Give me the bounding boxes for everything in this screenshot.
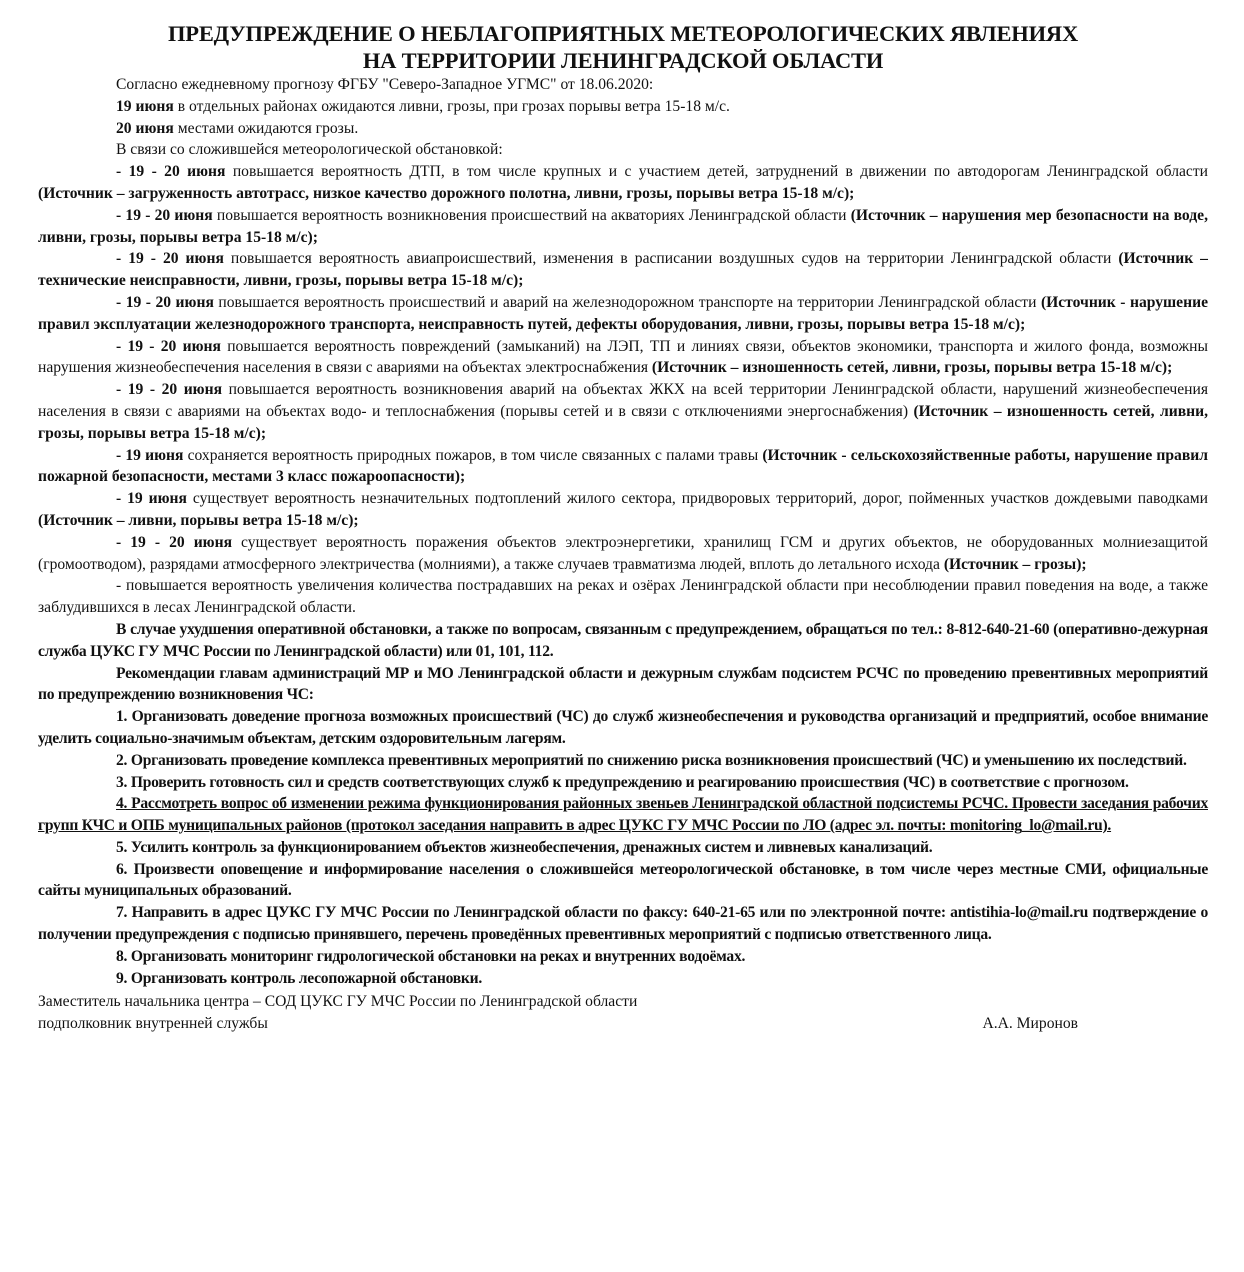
text-segment: 7. Направить в адрес ЦУКС ГУ МЧС России по Ленинградской области по факсу: 640-21-65 или по электронной почте: antistihia-lo@mail.ru подтверждение о получении предупреждения с подписью принявшего, перечень проведённых превентивных мероприятий с подписью ответственного лица. xyxy=(38,904,1208,944)
signatory-position: Заместитель начальника центра – СОД ЦУКС ГУ МЧС России по Ленинградской области xyxy=(38,993,638,1011)
bold-text: (Источник – технические неисправности, ливни, грозы, порывы ветра 15-18 м/с); xyxy=(38,250,1208,290)
paragraph xyxy=(38,488,1208,532)
paragraph xyxy=(38,619,1208,663)
bold-text: (Источник - сельскохозяйственные работы, нарушение правил пожарной безопасности, местами 3 класс пожароопасности); xyxy=(38,446,1209,486)
paragraph xyxy=(38,859,1208,903)
text-segment: 5. Усилить контроль за функционированием объектов жизнеобеспечения, дренажных систем и ливневых канализаций. xyxy=(116,838,933,856)
text-segment: в отдельных районах ожидаются ливни, грозы, при грозах порывы ветра 15-18 м/с. xyxy=(173,97,730,115)
paragraph xyxy=(38,445,1208,489)
bold-text: - 19 - 20 июня xyxy=(116,250,224,268)
text-segment: 6. Произвести оповещение и информирование населения о сложившейся метеорологической обстановке, в том числе через местные СМИ, официальные сайты муниципальных образований. xyxy=(38,860,1208,900)
bold-text: - 19 - 20 июня xyxy=(116,533,233,551)
bold-text: (Источник – изношенность сетей, ливни, грозы, порывы ветра 15-18 м/с); xyxy=(651,359,1173,377)
text-segment: местами ожидаются грозы. xyxy=(173,119,359,137)
paragraph xyxy=(38,292,1208,336)
paragraph xyxy=(38,837,1208,859)
bold-text: - 19 июня xyxy=(116,446,184,464)
text-segment: существует вероятность поражения объектов электроэнергетики, хранилищ ГСМ и других объектов, не оборудованных молниезащитой (громоотводом), разрядами атмосферного электричества (молниями), а также случаев травматизма людей, вплоть до летального исхода xyxy=(38,533,1208,573)
paragraph xyxy=(38,379,1208,444)
bold-text: (Источник – нарушения мер безопасности на воде, ливни, грозы, порывы ветра 15-18 м/с); xyxy=(38,206,1208,246)
text-segment: повышается вероятность ДТП, в том числе крупных и с участием детей, затруднений в движении по автодорогам Ленинградской области xyxy=(225,163,1208,181)
paragraph xyxy=(38,139,1208,161)
signatory-rank: подполковник внутренней службы xyxy=(38,1015,268,1033)
paragraph xyxy=(38,902,1208,946)
text-segment: В случае ухудшения оперативной обстановки, а также по вопросам, связанным с предупреждением, обращаться по тел.: 8-812-640-21-60 (оперативно-дежурная служба ЦУКС ГУ МЧС России по Ленинградской области) или 01, 101, 112. xyxy=(38,620,1208,660)
bold-text: (Источник – загруженность автотрасс, низкое качество дорожного полотна, ливни, грозы, порывы ветра 15-18 м/с); xyxy=(38,184,855,202)
text-segment: повышается вероятность авиапроисшествий, изменения в расписании воздушных судов на территории Ленинградской области xyxy=(223,250,1119,268)
text-segment: 4. Рассмотреть вопрос об изменении режима функционирования районных звеньев Ленинградской областной подсистемы РСЧС. Провести заседания рабочих групп КЧС и ОПБ муниципальных районов (протокол заседания направить в адрес ЦУКС ГУ МЧС России по ЛО (адрес эл. почты: monitoring_lo@mail.ru). xyxy=(38,795,1208,835)
paragraph xyxy=(38,74,1208,96)
paragraph xyxy=(38,575,1208,619)
title-line-1: ПРЕДУПРЕЖДЕНИЕ О НЕБЛАГОПРИЯТНЫХ МЕТЕОРОЛОГИЧЕСКИХ ЯВЛЕНИЯХ xyxy=(168,21,1078,46)
bold-text: (Источник – грозы); xyxy=(943,555,1087,573)
paragraph xyxy=(38,968,1208,990)
bold-text: - 19 - 20 июня xyxy=(116,293,214,311)
paragraph xyxy=(38,205,1208,249)
bold-text: (Источник - нарушение правил эксплуатации железнодорожного транспорта, неисправность путей, дефекты оборудования, ливни, грозы, порывы ветра 15-18 м/с); xyxy=(38,293,1208,333)
paragraph xyxy=(38,946,1208,968)
signatory-name: А.А. Миронов xyxy=(982,1015,1078,1033)
text-segment: 9. Организовать контроль лесопожарной обстановки. xyxy=(116,969,483,987)
document-title xyxy=(38,20,1208,74)
paragraph xyxy=(38,706,1208,750)
bold-text: - 19 - 20 июня xyxy=(116,163,226,181)
text-segment: 8. Организовать мониторинг гидрологической обстановки на реках и внутренних водоёмах. xyxy=(116,947,746,965)
text-segment: 3. Проверить готовность сил и средств соответствующих служб к предупреждению и реагированию происшествия (ЧС) в соответствие с прогнозом. xyxy=(116,773,1129,791)
paragraph xyxy=(38,336,1208,380)
text-segment: повышается вероятность возникновения аварий на объектах ЖКХ на всей территории Ленинградской области, нарушений жизнеобеспечения населения в связи с авариями на объектах водо- и теплоснабжения (порывы сетей и в связи с отключениями энергоснабжения) xyxy=(38,381,1208,420)
signature-block xyxy=(38,991,1208,1035)
bold-text: 19 июня xyxy=(116,97,174,115)
text-segment: Согласно ежедневному прогнозу ФГБУ "Северо-Западное УГМС" от 18.06.2020: xyxy=(116,76,654,93)
paragraph xyxy=(38,248,1208,292)
text-segment: 1. Организовать доведение прогноза возможных происшествий (ЧС) до служб жизнеобеспечения и руководства организаций и предприятий, особое внимание уделить социально-значимым объектам, детским оздоровительным лагерям. xyxy=(38,708,1208,747)
bold-text: (Источник – изношенность сетей, ливни, грозы, порывы ветра 15-18 м/с); xyxy=(38,402,1208,442)
document-body xyxy=(38,74,1208,989)
bold-text: (Источник – ливни, порывы ветра 15-18 м/с); xyxy=(38,511,359,529)
paragraph xyxy=(38,793,1208,837)
text-segment: - повышается вероятность увеличения количества пострадавших на реках и озёрах Ленинградской области при несоблюдении правил поведения на воде, а также заблудившихся в лесах Ленинградской области. xyxy=(38,577,1208,617)
bold-text: - 19 - 20 июня xyxy=(116,381,223,399)
text-segment: существует вероятность незначительных подтоплений жилого сектора, придворовых территорий, дорог, пойменных участков дождевыми паводками xyxy=(186,490,1209,508)
paragraph xyxy=(38,750,1208,772)
title-line-2: НА ТЕРРИТОРИИ ЛЕНИНГРАДСКОЙ ОБЛАСТИ xyxy=(362,48,884,73)
bold-text: - 19 июня xyxy=(116,490,187,508)
text-segment: В связи со сложившейся метеорологической обстановкой: xyxy=(116,141,503,159)
bold-text: 20 июня xyxy=(116,119,174,137)
paragraph xyxy=(38,118,1208,140)
paragraph xyxy=(38,161,1208,205)
bold-text: - 19 - 20 июня xyxy=(116,206,213,224)
paragraph xyxy=(38,663,1208,707)
text-segment: 2. Организовать проведение комплекса превентивных мероприятий по снижению риска возникновения происшествий (ЧС) и уменьшению их последствий. xyxy=(116,751,1187,769)
text-segment: Рекомендации главам администраций МР и МО Ленинградской области и дежурным службам подсистем РСЧС по проведению превентивных мероприятий по предупреждению возникновения ЧС: xyxy=(38,664,1208,704)
text-segment: повышается вероятность повреждений (замыканий) на ЛЭП, ТП и линиях связи, объектов экономики, транспорта и жилого фонда, возможны нарушения жизнеобеспечения населения в связи с авариями на объектах электроснабжения xyxy=(38,337,1208,377)
paragraph xyxy=(38,532,1208,576)
bold-text: - 19 - 20 июня xyxy=(116,337,221,355)
paragraph xyxy=(38,772,1208,794)
text-segment: повышается вероятность возникновения происшествий на акваториях Ленинградской области xyxy=(212,206,851,224)
text-segment: повышается вероятность происшествий и аварий на железнодорожном транспорте на территории Ленинградской области xyxy=(213,293,1041,311)
paragraph xyxy=(38,96,1208,118)
text-segment: сохраняется вероятность природных пожаров, в том числе связанных с палами травы xyxy=(183,446,763,464)
